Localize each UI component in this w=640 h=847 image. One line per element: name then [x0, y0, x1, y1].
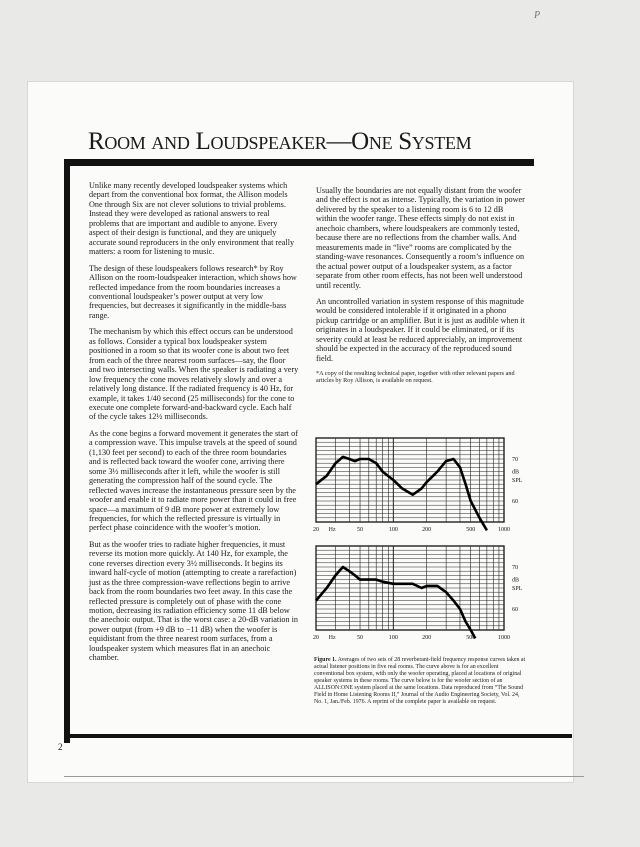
x-tick-label: 100	[388, 527, 398, 533]
y-tick-label: dB	[512, 577, 520, 584]
x-tick-label: 50	[357, 527, 364, 533]
x-tick-label: 1000	[498, 527, 510, 533]
paragraph: Unlike many recently developed loudspeaker systems which depart from the conventional box format, the Allison models One through Six are not clever solutions to trivial problems. Instead they were developed as rational answers to real problems that are important and audible to anyone. Every aspect of their design is functional, and they are uniquely accurate sound reproducers in the only environment that really matters: a room for listening to music.	[89, 181, 295, 257]
figure-label: Figure 1.	[314, 657, 337, 663]
paragraph: As the cone begins a forward movement it generates the start of a compression wave. This impulse travels at the speed of sound (1,130 feet per second) to each of the three room boundaries and is reflected back toward the woofer cone, arriving there some 3½ milliseconds after it left, while the woofer is still generating the compression half of the sound cycle. The reflected waves increase the instantaneous pressure seen by the woofer and enable it to radiate more power than it could in free space—a maximum of 9 dB more power at extremely low frequencies, for which the reflected pressure is virtually in perfect phase coincidence with the woofer’s motion.	[89, 428, 298, 533]
x-tick-label: 1000	[498, 635, 510, 641]
footnote: *A copy of the resulting technical paper, together with other relevant papers and articles by Roy Allison, is available on request.	[316, 370, 515, 385]
x-tick-label: 20	[313, 635, 319, 641]
y-tick-label: SPL	[512, 478, 523, 484]
paragraph: The mechanism by which this effect occurs can be understood as follows. Consider a typical box loudspeaker system positioned in a room so that its woofer cone is about two feet from each of the three nearest room surfaces—say, the floor and two intersecting walls. When the speaker is radiating a very low frequency the cone moves relatively slowly and over a relatively long distance. If the radiated frequency is 40 Hz, for example, it takes 1/40 second (25 milliseconds) for the cone to execute one complete forward-and-backward cycle. Each half of the cycle takes 12½ milliseconds.	[89, 327, 299, 422]
corner-mark: P	[534, 10, 541, 21]
x-tick-label: 200	[422, 527, 432, 533]
frequency-response-chart-upper	[314, 434, 539, 534]
paragraph: The design of these loudspeakers follows research* by Roy Allison on the room-loudspeaker interaction, which shows how reflected impedance from the room boundaries increases a conventional loudspeaker’s power output at very low frequencies, but decreases it significantly in the middle-bass range.	[89, 263, 297, 320]
chart-svg-upper	[314, 434, 539, 534]
response-curve	[316, 567, 475, 638]
x-tick-label: 50	[357, 635, 364, 641]
x-tick-label: Hz	[328, 527, 336, 533]
response-curve	[316, 457, 487, 531]
y-tick-label: 70	[512, 457, 518, 463]
left-rule	[64, 159, 70, 743]
x-tick-label: 20	[313, 527, 319, 533]
y-tick-label: 60	[512, 607, 518, 613]
paragraph: An uncontrolled variation in system response of this magnitude would be considered intolerable if it originated in a phono pickup cartridge or an amplifier. But it is just as audible when it originates in a loudspeaker. If it could be eliminated, or if its severity could at least be reduced appreciably, an improvement should be expected in the accuracy of the reproduced sound field.	[316, 296, 525, 363]
y-tick-label: 70	[512, 565, 518, 571]
x-tick-label: 200	[422, 635, 432, 641]
top-rule	[64, 159, 534, 166]
left-column	[89, 181, 299, 670]
x-tick-label: 100	[388, 635, 398, 641]
x-tick-label: Hz	[328, 635, 336, 641]
article-title: Room and Loudspeaker—One System	[88, 128, 472, 155]
y-tick-label: SPL	[512, 586, 523, 592]
page-bottom-line	[64, 776, 584, 777]
page-number: 2	[58, 742, 63, 752]
figure-caption	[314, 657, 526, 706]
y-tick-label: dB	[512, 469, 520, 476]
x-tick-label: 500	[466, 635, 476, 641]
figure-caption-text: Averages of two sets of 28 reverberant-field frequency response curves taken at actual listener positions in five real rooms. The curve above is for an excellent conventional box system, with only the woofer operating, placed at locations of original speaker systems in these rooms. The curve below is for the woofer section of an ALLISON:ONE system placed at the same locations. Data reproduced from “The Sound Field in Home Listening Rooms II,” Journal of the Audio Engineering Society, Vol. 24, No. 1, Jan./Feb. 1976. A reprint of the complete paper is available on request.	[314, 657, 526, 705]
right-column	[316, 186, 526, 392]
chart-svg-lower	[314, 542, 539, 642]
paragraph: Usually the boundaries are not equally distant from the woofer and the effect is not as intense. Typically, the variation in power delivered by the speaker to a listening room is 6 to 12 dB within the woofer range. These effects simply do not exist in anechoic chambers, where loudspeakers are commonly tested, because there are no reflections from the chamber walls. And measurements made in “live” rooms are complicated by the standing-wave resonances. Consequently a room’s influence on the actual power output of a loudspeaker system, as a factor separate from other room effects, has not been well understood until recently.	[316, 186, 525, 290]
y-tick-label: 60	[512, 499, 518, 505]
bottom-rule	[64, 734, 572, 738]
frequency-response-chart-lower	[314, 542, 539, 642]
paragraph: But as the woofer tries to radiate higher frequencies, it must reverse its motion more quickly. At 140 Hz, for example, the cone reverses direction every 3½ milliseconds. It begins its inward half-cycle of motion (attempting to create a rarefaction) just as the three compression-wave reflections begin to arrive back from the room boundaries two feet away. In this case the reflected pressure is completely out of phase with the cone motion, decreasing its radiation efficiency some 11 dB below the anechoic output. That is the worst case: a 20-dB variation in power output (from +9 dB to −11 dB) when the woofer is equidistant from the three nearest room surfaces, from a loudspeaker system which measures flat in an anechoic chamber.	[89, 539, 299, 663]
x-tick-label: 500	[466, 527, 476, 533]
